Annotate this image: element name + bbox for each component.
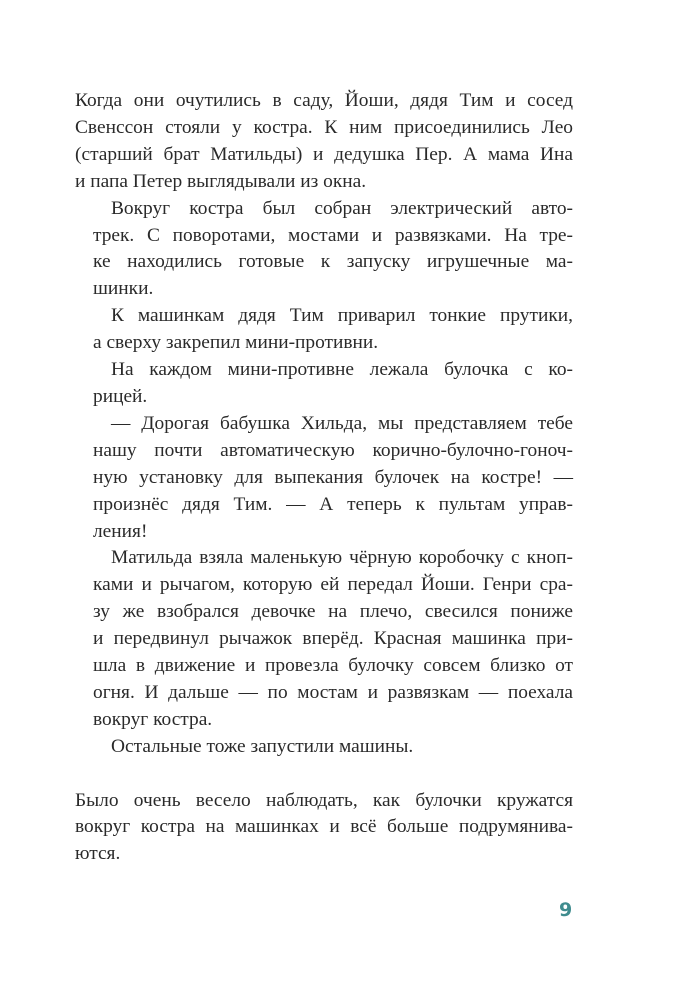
text-line: К машинкам дядя Тим приварил тонкие прутики,: [111, 305, 573, 327]
text-line: вокруг костра.: [93, 708, 213, 730]
text-line: трек. С поворотами, мостами и развязками. На тре-: [93, 224, 573, 246]
text-line: ления!: [93, 520, 148, 542]
text-line: Матильда взяла маленькую чёрную коробочку с кноп-: [111, 547, 573, 569]
page-number: 9: [559, 899, 573, 921]
section-break: [75, 761, 573, 788]
paragraph: [75, 196, 573, 304]
text-line: зу же взобрался девочке на плечо, свесился пониже: [93, 601, 573, 623]
paragraph: [75, 411, 573, 546]
paragraph: [75, 88, 573, 196]
paragraph: [75, 788, 573, 869]
text-line: ную установку для выпекания булочек на костре! —: [93, 466, 573, 488]
text-line: На каждом мини-противне лежала булочка с ко-: [111, 359, 573, 381]
text-line: — Дорогая бабушка Хильда, мы представляем тебе: [111, 412, 573, 434]
body-text: [75, 88, 573, 868]
text-line: произнёс дядя Тим. — А теперь к пультам управ-: [93, 493, 573, 515]
text-line: Когда они очутились в саду, Йоши, дядя Тим и сосед: [75, 90, 573, 111]
text-line: ками и рычагом, которую ей передал Йоши. Генри сра-: [93, 574, 573, 596]
text-line: Было очень весело наблюдать, как булочки кружатся: [75, 789, 573, 811]
text-line: нашу почти автоматическую корично-булочно-гоноч-: [93, 439, 573, 461]
text-line: шинки.: [93, 278, 154, 300]
text-line: Остальные тоже запустили машины.: [111, 735, 414, 757]
paragraph: [75, 357, 573, 411]
text-line: и папа Петер выглядывали из окна.: [75, 170, 367, 192]
text-line: Свенссон стояли у костра. К ним присоединились Лео: [75, 116, 573, 138]
text-line: шла в движение и провезла булочку совсем близко от: [93, 655, 573, 677]
text-line: (старший брат Матильды) и дедушка Пер. А мама Ина: [75, 143, 573, 165]
paragraph: [75, 734, 573, 761]
text-line: ке находились готовые к запуску игрушечные ма-: [93, 251, 573, 273]
text-line: вокруг костра на машинках и всё больше подрумянива-: [75, 816, 573, 838]
text-line: ются.: [75, 843, 121, 865]
text-line: и передвинул рычажок вперёд. Красная машинка при-: [93, 628, 573, 650]
text-line: огня. И дальше — по мостам и развязкам — поехала: [93, 681, 573, 703]
text-line: рицей.: [93, 385, 148, 407]
text-line: Вокруг костра был собран электрический авто-: [111, 197, 573, 219]
paragraph: [75, 303, 573, 357]
text-line: а сверху закрепил мини-противни.: [93, 332, 379, 354]
paragraph: [75, 545, 573, 733]
